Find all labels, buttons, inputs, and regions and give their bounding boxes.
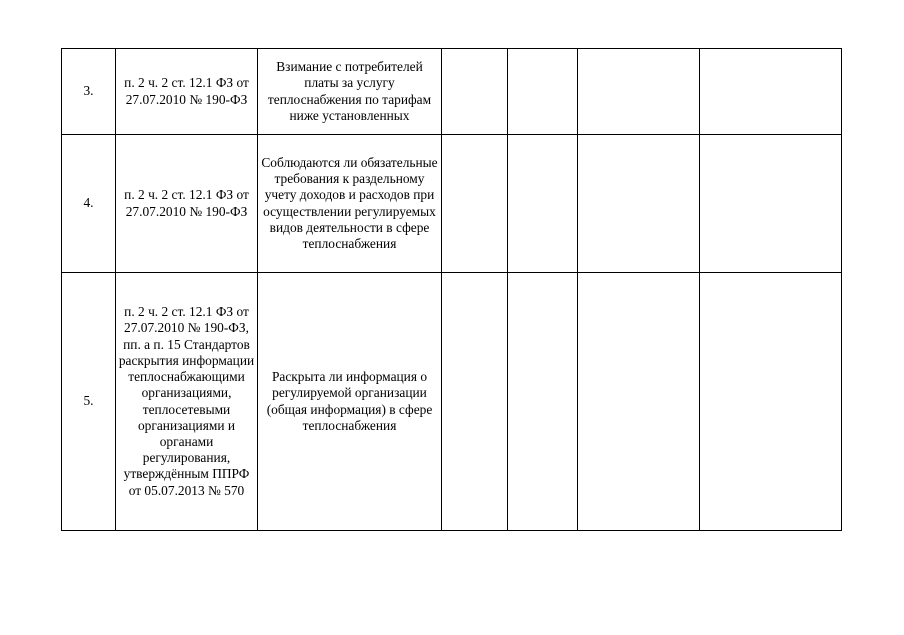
question-text: Раскрыта ли информация о регулируемой организации (общая информация) в сфере теплоснабжения bbox=[258, 273, 442, 531]
table-row bbox=[62, 273, 842, 531]
empty-cell bbox=[508, 135, 578, 273]
empty-cell bbox=[508, 49, 578, 135]
empty-cell bbox=[578, 135, 700, 273]
empty-cell bbox=[578, 273, 700, 531]
table-row bbox=[62, 49, 842, 135]
empty-cell bbox=[442, 273, 508, 531]
question-text: Взимание с потребителей платы за услугу теплоснабжения по тарифам ниже установленных bbox=[258, 49, 442, 135]
empty-cell bbox=[700, 135, 842, 273]
legal-basis: п. 2 ч. 2 ст. 12.1 ФЗ от 27.07.2010 № 190-ФЗ bbox=[116, 135, 258, 273]
empty-cell bbox=[442, 135, 508, 273]
empty-cell bbox=[508, 273, 578, 531]
empty-cell bbox=[700, 273, 842, 531]
row-number: 3. bbox=[62, 49, 116, 135]
table-row bbox=[62, 135, 842, 273]
empty-cell bbox=[578, 49, 700, 135]
question-text: Соблюдаются ли обязательные требования к раздельному учету доходов и расходов при осуществлении регулируемых видов деятельности в сфере теплоснабжения bbox=[258, 135, 442, 273]
empty-cell bbox=[700, 49, 842, 135]
legal-basis: п. 2 ч. 2 ст. 12.1 ФЗ от 27.07.2010 № 190-ФЗ bbox=[116, 49, 258, 135]
checklist-table bbox=[61, 48, 842, 531]
empty-cell bbox=[442, 49, 508, 135]
row-number: 5. bbox=[62, 273, 116, 531]
row-number: 4. bbox=[62, 135, 116, 273]
legal-basis: п. 2 ч. 2 ст. 12.1 ФЗ от 27.07.2010 № 190-ФЗ, пп. а п. 15 Стандартов раскрытия информации теплоснабжающими организациями, теплосетевыми организациями и органами регулирования, утверждённым ППРФ от 05.07.2013 № 570 bbox=[116, 273, 258, 531]
